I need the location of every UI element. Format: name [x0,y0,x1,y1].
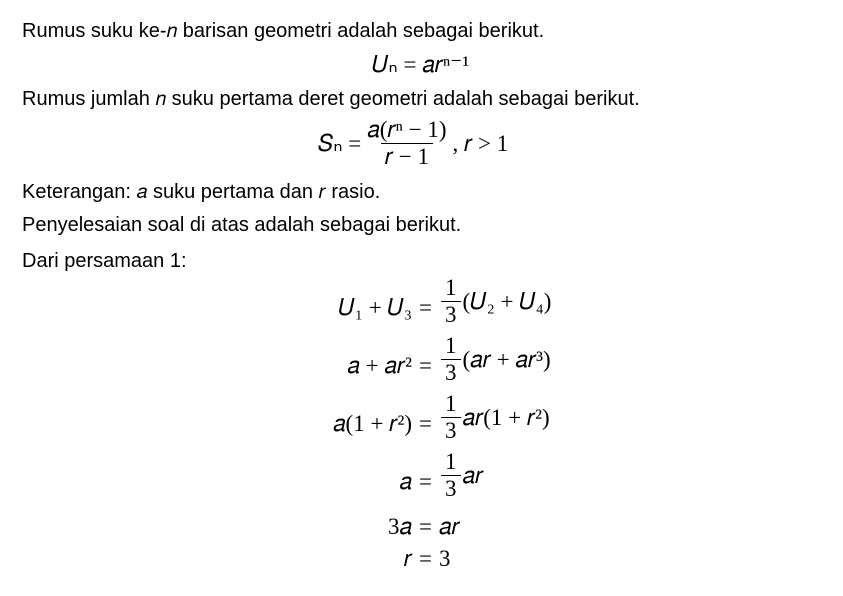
step-1-fraction [441,276,461,327]
formula-sn-lhs: 𝑆ₙ = [318,130,362,156]
step-1-lhs: 𝑈₁ + 𝑈₃ [338,295,412,320]
formula-sn [318,118,508,169]
formula-sn-fraction [363,118,450,169]
formula-sn-denominator: 𝑟 − 1 [381,143,433,169]
step-2-denominator: 3 [441,359,461,385]
formula-sn-condition: , 𝑟 > 1 [452,130,509,156]
intro-un-text: Rumus suku ke-𝑛 barisan geometri adalah sebagai berikut. [22,20,545,42]
formula-un-expr: 𝑈ₙ = 𝑎𝑟ⁿ⁻¹ [372,52,470,77]
formula-sn-numerator: 𝑎(𝑟ⁿ − 1) [367,117,447,142]
step-3-denominator: 3 [441,417,461,443]
step-2-rhs-expr: (𝑎𝑟 + 𝑎𝑟³) [462,346,551,372]
step-5-rhs: 𝑎𝑟 [439,514,460,539]
step-4-fraction [441,450,461,501]
step-1-numerator: 1 [445,275,457,300]
step-3-equals: = [419,411,432,436]
step-1-denominator: 3 [441,301,461,327]
step-2-numerator: 1 [445,333,457,358]
step-6-equals: = [419,546,432,571]
step-3-rhs-expr: 𝑎𝑟(1 + 𝑟²) [462,404,550,430]
step-4-numerator: 1 [445,449,457,474]
step-3-lhs: 𝑎(1 + 𝑟²) [333,411,412,436]
step-3-fraction [441,392,461,443]
step-1-rhs-expr: (𝑈₂ + 𝑈₄) [462,288,552,314]
step-4-equals: = [419,469,432,494]
step-4-denominator: 3 [441,475,461,501]
formula-un [372,52,469,78]
step-5-equals: = [419,514,432,539]
step-4-rhs-expr: 𝑎𝑟 [462,462,484,488]
step-1-rhs [439,276,551,327]
intro-sn-text: Rumus jumlah 𝑛 suku pertama deret geometri adalah sebagai berikut. [22,88,640,110]
step-4-rhs [439,450,483,501]
keterangan-text: Keterangan: 𝑎 suku pertama dan 𝑟 rasio. [22,181,381,203]
step-3-rhs [439,392,550,443]
step-4-lhs: 𝑎 [399,469,412,494]
step-2-lhs: 𝑎 + 𝑎𝑟² [347,353,412,378]
dari-persamaan-text: Dari persamaan 1: [22,250,187,272]
step-5-lhs: 3𝑎 [388,514,412,539]
penyelesaian-text: Penyelesaian soal di atas adalah sebagai berikut. [22,214,462,236]
step-6-lhs: 𝑟 [403,546,412,571]
step-1-equals: = [419,295,432,320]
step-2-rhs [439,334,551,385]
step-2-equals: = [419,353,432,378]
step-2-fraction [441,334,461,385]
step-3-numerator: 1 [445,391,457,416]
step-6-rhs: 3 [439,546,451,571]
